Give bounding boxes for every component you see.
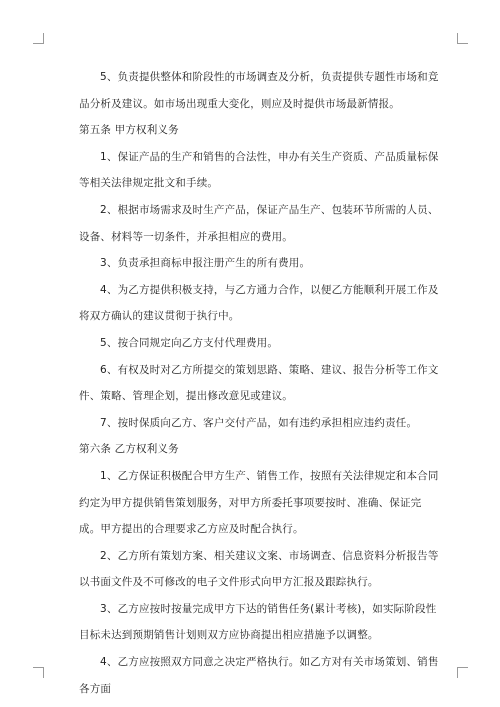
- paragraph: 3、负责承担商标申报注册产生的所有费用。: [100, 257, 311, 270]
- paragraph: 2、根据市场需求及时生产产品，保证产品生产、包装环节所需的人员、设备、材料等一切条件，并承担相应的费用。: [79, 203, 439, 243]
- paragraph: 7、按时保质向乙方、客户交付产品，如有违约承担相应违约责任。: [100, 416, 418, 429]
- document-body: [79, 64, 440, 702]
- paragraph: 1、乙方保证积极配合甲方生产、销售工作，按照有关法律规定和本合同约定为甲方提供销售策划服务，对甲方所委托事项要按时、准确、保证完成。甲方提出的合理要求乙方应及时配合执行。: [79, 469, 439, 536]
- paragraph: 3、乙方应按时按量完成甲方下达的销售任务(累计考核)，如实际阶段性目标未达到预期销售计划则双方应协商提出相应措施予以调整。: [79, 602, 437, 642]
- crop-mark-bottom-right: [457, 667, 468, 678]
- section-heading: 第六条 乙方权利义务: [79, 443, 179, 456]
- crop-mark-top-right: [457, 33, 468, 44]
- section-heading: 第五条 甲方权利义务: [79, 124, 179, 137]
- crop-mark-bottom-left: [33, 667, 44, 678]
- paragraph: 6、有权及时对乙方所提交的策划思路、策略、建议、报告分析等工作文件、策略、管理企划，提出修改意见或建议。: [79, 363, 439, 403]
- paragraph: 2、乙方所有策划方案、相关建议文案、市场调查、信息资料分析报告等以书面文件及不可修改的电子文件形式向甲方汇报及跟踪执行。: [79, 549, 439, 589]
- crop-mark-top-left: [33, 33, 44, 44]
- paragraph: 5、按合同规定向乙方支付代理费用。: [100, 336, 279, 349]
- paragraph: 1、保证产品的生产和销售的合法性，申办有关生产资质、产品质量标保等相关法律规定批文和手续。: [79, 150, 439, 190]
- paragraph: 5、负责提供整体和阶段性的市场调查及分析，负责提供专题性市场和竞品分析及建议。如市场出现重大变化，则应及时提供市场最新情报。: [79, 71, 439, 110]
- paragraph: 4、乙方应按照双方同意之决定严格执行。如乙方对有关市场策划、销售各方面: [79, 656, 439, 695]
- paragraph: 4、为乙方提供积极支持，与乙方通力合作，以便乙方能顺利开展工作及将双方确认的建议贯彻于执行中。: [79, 283, 439, 323]
